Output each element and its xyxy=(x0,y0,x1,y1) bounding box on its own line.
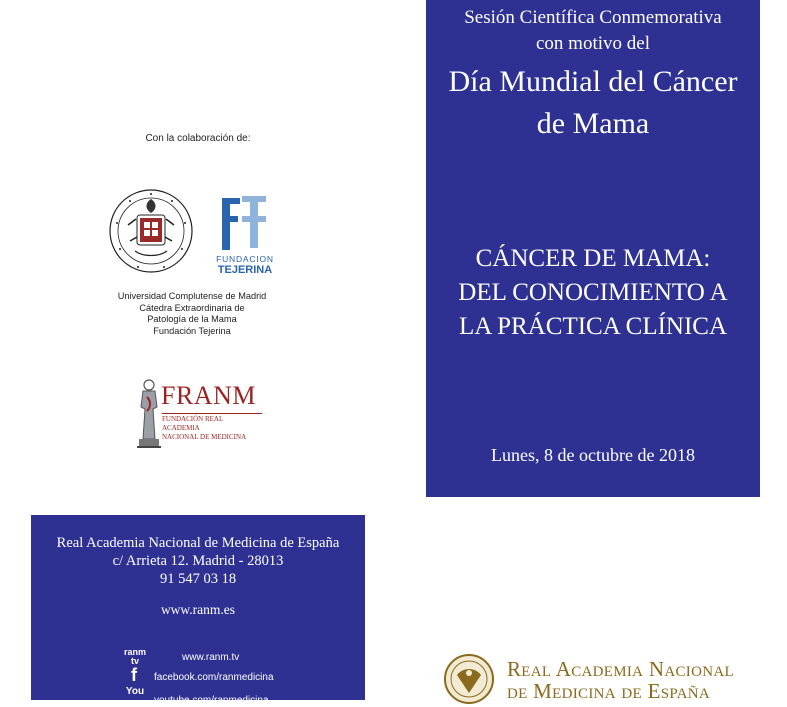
academy-phone: 91 547 03 18 xyxy=(159,571,237,587)
academy-address: c/ Arrieta 12. Madrid - 28013 xyxy=(112,553,284,569)
facebook-icon[interactable]: f xyxy=(131,665,137,685)
franm-wordmark: FRANM xyxy=(161,381,256,410)
cover-heading-line-2: DEL CONOCIMIENTO A xyxy=(458,279,728,306)
ucm-seal-logo xyxy=(108,185,194,277)
collaborator-line-3: Patología de la Mama xyxy=(147,314,237,324)
cover-panel xyxy=(426,0,760,497)
franm-subtitle-line-2: NACIONAL DE MEDICINA xyxy=(162,433,247,441)
ranm-seal-logo xyxy=(443,653,495,705)
franm-subtitle-line-1: FUNDACIÓN REAL ACADEMIA xyxy=(162,415,223,432)
event-date: Lunes, 8 de octubre de 2018 xyxy=(491,445,695,465)
academy-website-link[interactable]: www.ranm.es xyxy=(160,602,236,617)
academy-name: Real Academia Nacional de Medicina de España xyxy=(56,535,340,551)
ft-logo-tejerina: TEJERINA xyxy=(217,264,273,276)
collaborator-line-4: Fundación Tejerina xyxy=(153,325,231,336)
cover-subtitle-line-2: con motivo del xyxy=(536,33,650,54)
collaborator-line-2: Cátedra Extraordinaria de xyxy=(139,302,245,313)
ranm-tv-link[interactable]: www.ranm.tv xyxy=(182,652,240,663)
ranm-name-line-2: de Medicina de España xyxy=(507,679,711,703)
ft-monogram-icon xyxy=(212,194,278,252)
ranm-tv-icon[interactable]: ranm tv xyxy=(123,647,146,666)
collaborator-line-1: Universidad Complutense de Madrid xyxy=(117,291,267,301)
ranm-name-line-1: Real Academia Nacional xyxy=(507,657,734,681)
collaboration-label: Con la colaboración de: xyxy=(145,133,251,144)
franm-subtitle xyxy=(162,413,262,442)
facebook-link[interactable]: facebook.com/ranmedicina xyxy=(154,672,274,683)
ft-logo-fundacion: FUNDACION xyxy=(216,254,274,264)
fundacion-tejerina-logo xyxy=(212,194,278,282)
cover-subtitle-line-1: Sesión Científica Conmemorativa xyxy=(464,7,722,28)
collaborator-names xyxy=(92,291,292,337)
contact-panel xyxy=(31,515,365,706)
ranm-name-logo xyxy=(507,658,767,702)
cover-title-line-2: de Mama xyxy=(536,107,650,140)
youtube-link[interactable]: youtube.com/ranmedicina xyxy=(154,695,269,706)
cover-heading-line-1: CÁNCER DE MAMA: xyxy=(475,245,711,272)
cover-title-line-1: Día Mundial del Cáncer xyxy=(448,65,738,98)
youtube-icon[interactable]: You xyxy=(125,686,145,697)
cover-heading-line-3: LA PRÁCTICA CLÍNICA xyxy=(458,313,728,340)
